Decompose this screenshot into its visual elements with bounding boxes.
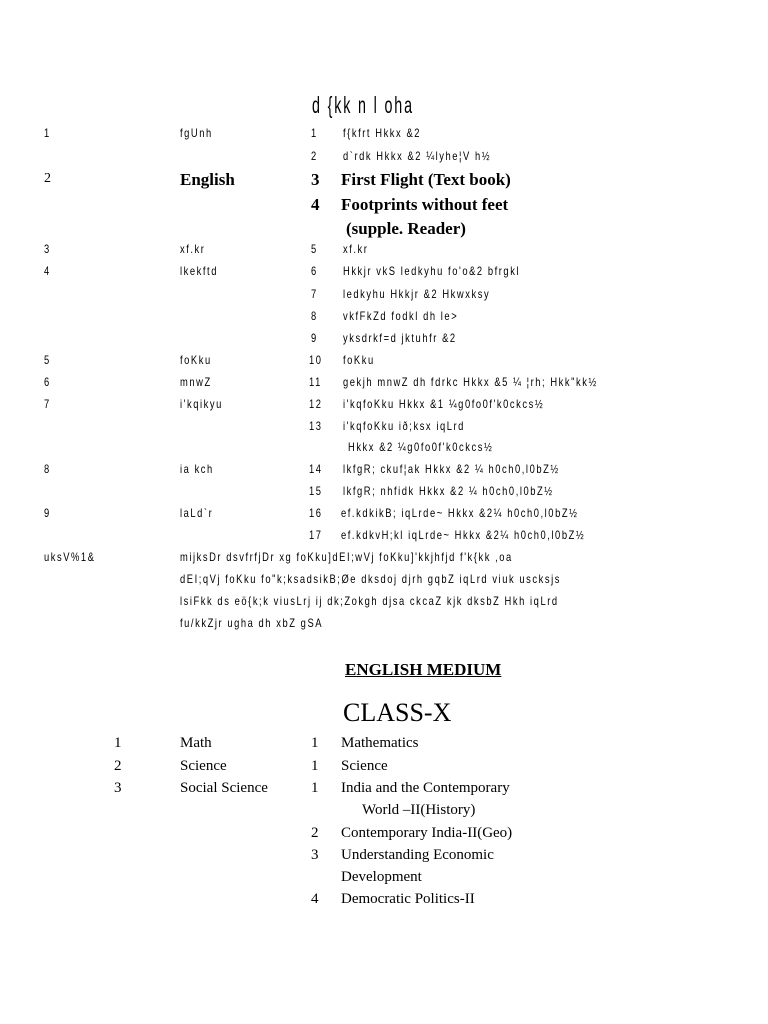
book-title: Understanding Economic	[341, 847, 494, 863]
subject-name: mnwZ	[180, 375, 212, 389]
row-number: 3	[44, 242, 51, 256]
subject-name: Math	[180, 735, 212, 751]
book-number: 14	[309, 462, 323, 476]
book-number: 1	[311, 758, 319, 774]
subject-name: Social Science	[180, 780, 268, 796]
book-number: 2	[311, 825, 319, 841]
book-number: 5	[311, 242, 318, 256]
row-number: 1	[114, 735, 122, 751]
row-number: 2	[114, 758, 122, 774]
book-title: Footprints without feet	[341, 195, 509, 214]
subject-name: English	[180, 170, 235, 189]
row-number: 9	[44, 506, 51, 520]
book-title: f{kfrt Hkkx &2	[343, 126, 422, 140]
note-line: fu/kkZjr ugha dh xbZ gSA	[180, 616, 324, 630]
row-number: 7	[44, 397, 51, 411]
book-number: 4	[311, 891, 319, 907]
book-number: 6	[311, 264, 318, 278]
note-label: uksV%1&	[44, 550, 96, 564]
subject-name: xf.kr	[180, 242, 206, 256]
book-number: 1	[311, 735, 319, 751]
row-number: 6	[44, 375, 51, 389]
book-number: 7	[311, 287, 318, 301]
row-number: 3	[114, 780, 122, 796]
book-number: 3	[311, 170, 320, 189]
book-title: Democratic Politics-II	[341, 891, 475, 907]
book-number: 3	[311, 847, 319, 863]
book-title: (supple. Reader)	[346, 219, 466, 238]
book-number: 1	[311, 126, 318, 140]
book-title: ef.kdkikB; iqLrde~ Hkkx &2¼ h0ch0,l0bZ½	[341, 506, 579, 520]
book-title: i'kqfoKku ið;ksx iqLrd	[343, 419, 465, 433]
book-title: foKku	[343, 353, 375, 367]
subject-name: foKku	[180, 353, 212, 367]
book-number: 15	[309, 484, 323, 498]
book-title: ef.kdkvH;kl iqLrde~ Hkkx &2¼ h0ch0,l0bZ½	[341, 528, 586, 542]
class-heading: CLASS-X	[343, 698, 452, 727]
subject-name: Science	[180, 758, 227, 774]
row-number: 5	[44, 353, 51, 367]
book-title: yksdrkf=d jktuhfr &2	[343, 331, 457, 345]
page-title: d {kk n l oha	[312, 92, 414, 118]
book-number: 1	[311, 780, 319, 796]
book-number: 8	[311, 309, 318, 323]
note-line: mijksDr dsvfrfjDr xg foKku]dEI;wVj foKku]'kkjhfjd f'k{kk ,oa	[180, 550, 513, 564]
book-title: Mathematics	[341, 735, 419, 751]
row-number: 1	[44, 126, 51, 140]
book-title: lkfgR; nhfidk Hkkx &2 ¼ h0ch0,l0bZ½	[343, 484, 554, 498]
row-number: 2	[44, 171, 51, 186]
book-title: Development	[341, 869, 422, 885]
book-title: xf.kr	[343, 242, 369, 256]
book-number: 4	[311, 195, 320, 214]
book-title: vkfFkZd fodkl dh le>	[343, 309, 459, 323]
book-number: 9	[311, 331, 318, 345]
subject-name: i'kqikyu	[180, 397, 223, 411]
book-title: India and the Contemporary	[341, 780, 510, 796]
book-title: First Flight (Text book)	[341, 170, 511, 189]
book-number: 10	[309, 353, 323, 367]
book-title: d`rdk Hkkx &2 ¼lyhe¦V h½	[343, 149, 492, 163]
subject-name: laLd`r	[180, 506, 214, 520]
subject-name: lkekftd	[180, 264, 218, 278]
book-title: lkfgR; ckuf¦ak Hkkx &2 ¼ h0ch0,l0bZ½	[343, 462, 560, 476]
note-line: dEI;qVj foKku fo"k;ksadsikB;Øe dksdoj djrh gqbZ iqLrd viuk uscksjs	[180, 572, 561, 586]
book-title: Hkkx &2 ¼g0fo0f'k0ckcs½	[348, 440, 494, 454]
book-number: 12	[309, 397, 323, 411]
book-number: 17	[309, 528, 323, 542]
subject-name: ia kch	[180, 462, 214, 476]
book-title: Contemporary India-II(Geo)	[341, 825, 513, 841]
book-number: 16	[309, 506, 323, 520]
book-title: Hkkjr vkS ledkyhu fo'o&2 bfrgkl	[343, 264, 521, 278]
section-heading: ENGLISH MEDIUM	[345, 660, 502, 679]
book-title: gekjh mnwZ dh fdrkc Hkkx &5 ¼ ¦rh; Hkk"kk½	[343, 375, 598, 389]
book-title: i'kqfoKku Hkkx &1 ¼g0fo0f'k0ckcs½	[343, 397, 545, 411]
row-number: 8	[44, 462, 51, 476]
book-number: 11	[309, 375, 322, 389]
book-number: 13	[309, 419, 323, 433]
row-number: 4	[44, 264, 51, 278]
book-title: ledkyhu Hkkjr &2 Hkwxksy	[343, 287, 491, 301]
note-line: lsiFkk ds eö{k;k viusLrj ij dk;Zokgh djsa ckcaZ kjk dksbZ Hkh iqLrd	[180, 594, 559, 608]
subject-name: fgUnh	[180, 126, 213, 140]
book-title: Science	[341, 758, 388, 774]
book-number: 2	[311, 149, 318, 163]
book-title: World –II(History)	[362, 802, 476, 818]
